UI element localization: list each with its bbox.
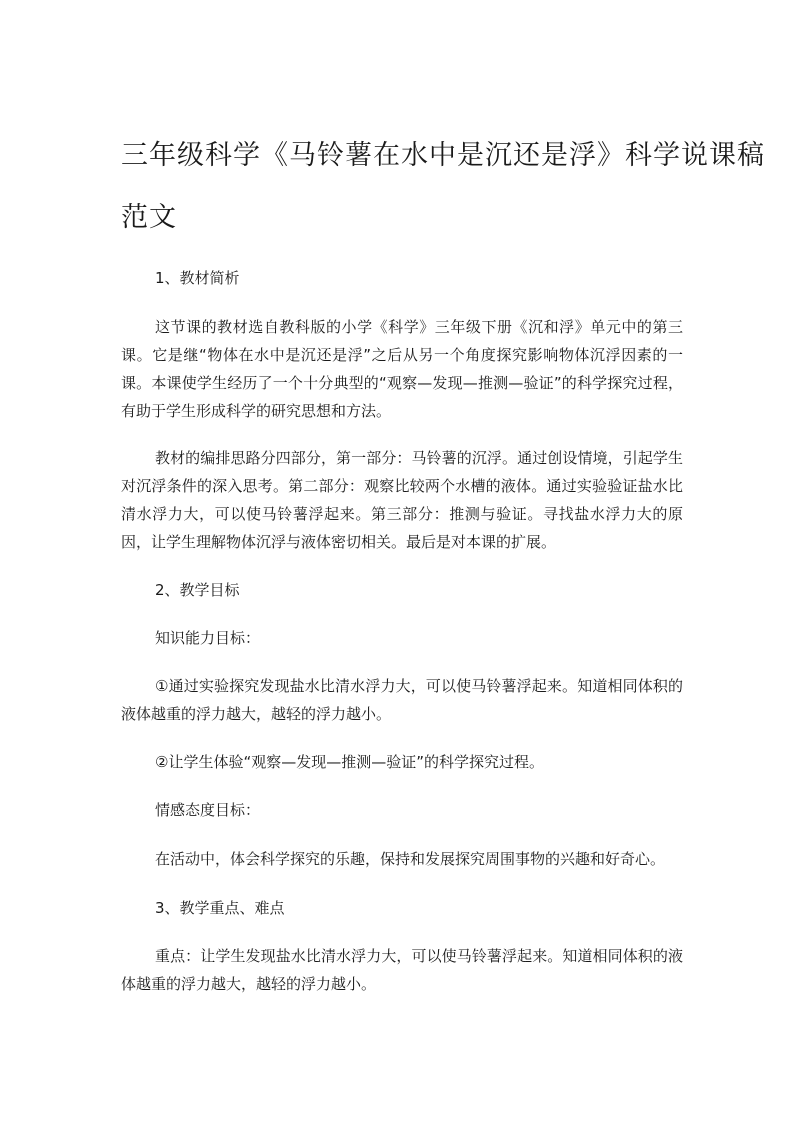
section-heading-textbook-analysis: 1、教材简析 [155, 269, 240, 287]
paragraph-textbook-structure: 教材的编排思路分四部分，第一部分：马铃薯的沉浮。通过创设情境，引起学生对沉浮条件的深入思考。第二部分：观察比较两个水槽的液体。通过实验验证盐水比清水浮力大，可以使马铃薯浮起来。第三部分：推测与验证。寻找盐水浮力大的原因，让学生理解物体沉浮与液体密切相关。最后是对本课的扩展。 [121, 449, 683, 551]
section-heading-key-points: 3、教学重点、难点 [155, 899, 285, 917]
subheading-knowledge-goals: 知识能力目标： [155, 629, 261, 647]
paragraph-textbook-source: 这节课的教材选自教科版的小学《科学》三年级下册《沉和浮》单元中的第三课。它是继“物体在水中是沉还是浮”之后从另一个角度探究影响物体沉浮因素的一课。本课使学生经历了一个十分典型的“观察—发现—推测—验证”的科学探究过程，有助于学生形成科学的研究思想和方法。 [121, 318, 683, 420]
paragraph-emotional-goals: 在活动中，体会科学探究的乐趣，保持和发展探究周围事物的兴趣和好奇心。 [155, 850, 666, 868]
list-item-goal-2: ②让学生体验“观察—发现—推测—验证”的科学探究过程。 [155, 753, 544, 771]
document-title-line-2: 范文 [121, 202, 177, 233]
document-title-line-1: 三年级科学《马铃薯在水中是沉还是浮》科学说课稿 [121, 140, 765, 171]
list-item-goal-1: ①通过实验探究发现盐水比清水浮力大，可以使马铃薯浮起来。知道相同体积的液体越重的浮力越大，越轻的浮力越小。 [121, 677, 683, 723]
subheading-emotional-goals: 情感态度目标： [155, 801, 261, 819]
paragraph-key-points: 重点：让学生发现盐水比清水浮力大，可以使马铃薯浮起来。知道相同体积的液体越重的浮力越大，越轻的浮力越小。 [121, 947, 683, 993]
section-heading-teaching-goals: 2、教学目标 [155, 581, 240, 599]
